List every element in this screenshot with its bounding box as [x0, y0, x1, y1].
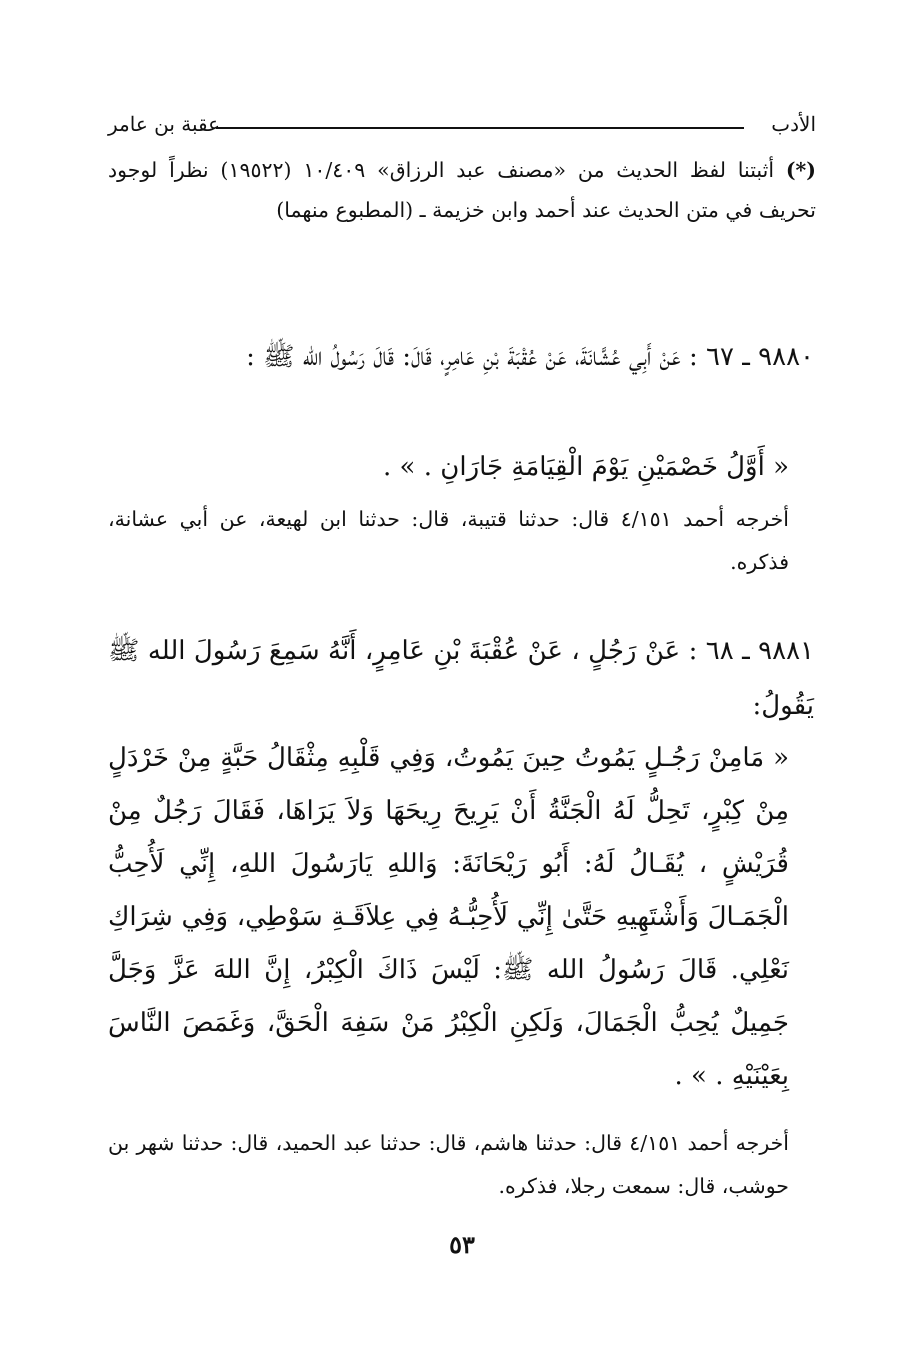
- hadith-9881-text: « مَامِنْ رَجُـلٍ يَمُوتُ حِينَ يَمُوتُ، وَفِي قَلْبِهِ مِثْقَالُ حَبَّةٍ مِنْ خَرْدَلٍ مِنْ كِبْرٍ، تَحِلُّ لَهُ الْجَنَّةُ أَنْ يَرِيحَ رِيحَهَا وَلاَ يَرَاهَا، فَقَالَ رَجُلٌ مِنْ قُرَيْشٍ ، يُقَـالُ لَهُ: أَبُو رَيْحَانَةَ: وَاللهِ يَارَسُولَ اللهِ، إِنِّي لَأُحِبُّ الْجَمَـالَ وَأَشْتَهِيهِ حَتَّىٰ إِنِّي لَأُحِبُّـهُ فِي عِلاَقَـةِ سَوْطِي، وَفِي شِرَاكِ نَعْلِي. قَالَ رَسُولُ الله ﷺ: لَيْسَ ذَاكَ الْكِبْرُ، إِنَّ اللهَ عَزَّ وَجَلَّ جَمِيلٌ يُحِبُّ الْجَمَالَ، وَلَكِنِ الْكِبْرُ مَنْ سَفِهَ الْحَقَّ، وَغَمَصَ النَّاسَ بِعَيْنَيْهِ . » .: [108, 743, 789, 1091]
- hadith-9881-takhrij: أخرجه أحمد ٤/١٥١ قال: حدثنا هاشم، قال: حدثنا عبد الحميد، قال: حدثنا شهر بن حوشب، قال: سمعت رجلا، فذكره.: [108, 1131, 789, 1198]
- running-header: [108, 112, 816, 144]
- hadith-9880-text: « أَوَّلُ خَصْمَيْنِ يَوْمَ الْقِيَامَةِ جَارَانِ . » .: [383, 452, 789, 482]
- header-section-title: الأدب: [771, 112, 816, 136]
- hadith-9880-takhrij: أخرجه أحمد ٤/١٥١ قال: حدثنا قتيبة، قال: حدثنا ابن لهيعة، عن أبي عشانة، فذكره.: [108, 507, 789, 574]
- footnote: [108, 150, 816, 230]
- footnote-mark: (*): [785, 158, 816, 182]
- header-narrator-title: عقبة بن عامر: [108, 112, 221, 136]
- hadith-9880-intro: ٩٨٨٠ ـ ٦٧ : عَنْ أَبِي عُشَّانَةَ، عَنْ عُقْبَةَ بْنِ عَامِرٍ، قَالَ: قَالَ رَسُولُ الله ﷺ :: [246, 342, 814, 372]
- header-rule: [216, 127, 744, 129]
- page-number: ٥٣: [449, 1230, 475, 1259]
- footnote-text: أثبتنا لفظ الحديث من «مصنف عبد الرزاق» ١٠/٤٠٩ (١٩٥٢٢) نظراً لوجود تحريف في متن الحديث عند أحمد وابن خزيمة ـ (المطبوع منهما): [108, 158, 816, 222]
- hadith-9881-intro: ٩٨٨١ ـ ٦٨ : عَنْ رَجُلٍ ، عَنْ عُقْبَةَ بْنِ عَامِرٍ، أَنَّهُ سَمِعَ رَسُولَ الله ﷺ يَقُولُ:: [108, 636, 814, 721]
